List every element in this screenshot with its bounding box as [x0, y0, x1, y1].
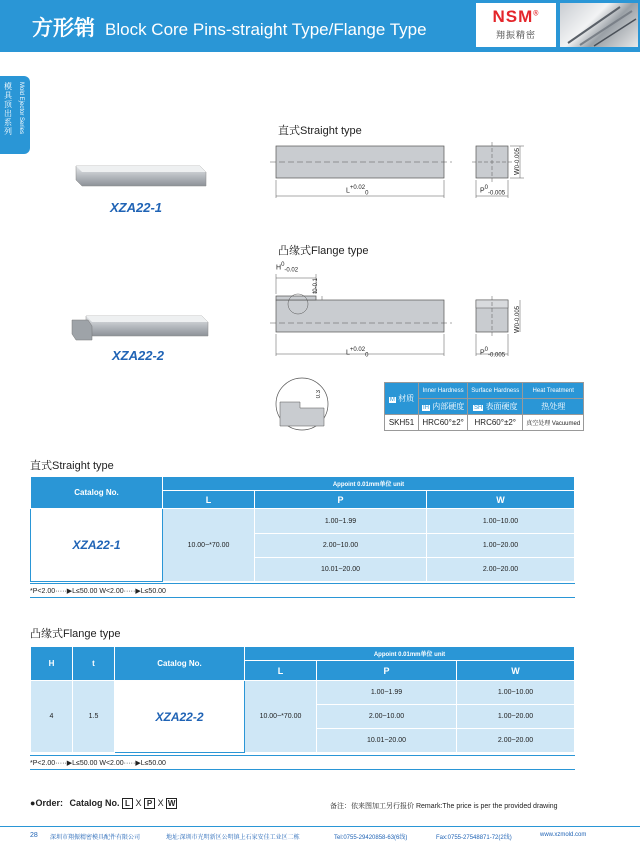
order-remark: 备注：依来图加工另行报价 Remark:The price is per the provided drawing: [330, 803, 558, 810]
h-cell: 4: [31, 681, 73, 753]
table-straight-title: 直式Straight type: [30, 460, 114, 472]
footer-address: 地址:深圳市光明新区公明镇上石家安佳工业区二栋: [166, 835, 300, 841]
col-p-header: P: [317, 661, 457, 681]
table-straight-note: *P<2.00·····▶L≤50.00 W<2.00·····▶L≤50.00: [30, 588, 166, 595]
col-p-header: P: [255, 491, 427, 509]
table-straight-rule-bottom: [30, 597, 575, 598]
p-cell: 2.00~10.00: [255, 534, 427, 558]
order-times-2: X: [157, 798, 164, 808]
t-cell: 1.5: [73, 681, 115, 753]
table-flange-rule: [30, 755, 575, 756]
col-w-header: W: [427, 491, 575, 509]
page-title-en: Block Core Pins-straight Type/Flange Type: [105, 20, 427, 39]
spec-heat-value: 真空处理 Vacuumed: [523, 415, 584, 431]
side-tab-cn: 模具顶出系列: [4, 82, 12, 136]
dim-p-straight: $P^0_{-0.005}$: [480, 185, 506, 197]
p-cell: 1.00~1.99: [255, 509, 427, 534]
col-t-header: t: [73, 647, 115, 681]
col-l-header: L: [245, 661, 317, 681]
order-times-1: X: [135, 798, 142, 808]
unit-header: Appoint 0.01mm单位 unit: [163, 477, 575, 491]
logo-subtitle: 翔振精密: [495, 30, 536, 40]
spec-ih-label: IH 内部硬度: [419, 399, 468, 415]
spec-col-heat: Heat Treatment: [523, 383, 584, 399]
spec-heat-label: 热处理: [523, 399, 584, 415]
catalog-cell: XZA22-1: [31, 509, 163, 582]
catalog-header: Catalog No.: [115, 647, 245, 681]
footer-company: 深圳市翔振精密模具配件有限公司: [50, 835, 141, 841]
dim-p-flange: $P^0_{-0.005}$: [480, 347, 506, 359]
dim-l-straight: $L^{+0.02}_0$: [346, 185, 369, 197]
spec-surface-value: HRC60°±2°: [468, 415, 523, 431]
p-cell: 10.01~20.00: [255, 558, 427, 582]
w-cell: 1.00~20.00: [457, 705, 575, 729]
table-flange-title: 凸缘式Flange type: [30, 628, 121, 640]
table-straight-rule: [30, 583, 575, 584]
footer-tel: Tel:0755-29420858-63(6线): [334, 835, 408, 841]
l-cell: 10.00~*70.00: [163, 509, 255, 582]
order-line: [30, 798, 177, 809]
table-flange: [30, 646, 575, 753]
spec-sh-label: SH 表面硬度: [468, 399, 523, 415]
spec-table: [384, 382, 584, 431]
spec-material-label: M 材质: [385, 383, 419, 415]
w-cell: 1.00~10.00: [457, 681, 575, 705]
table-straight: [30, 476, 575, 582]
spec-col-surface: Surface Hardness: [468, 383, 523, 399]
dim-l-flange: $L^{+0.02}_0$: [346, 347, 369, 359]
page-title: [32, 12, 427, 42]
page-number: 28: [30, 832, 38, 839]
order-box-w: W: [167, 799, 176, 808]
part-photo-xza22-1: [70, 162, 210, 194]
w-cell: 2.00~20.00: [427, 558, 575, 582]
w-cell: 1.00~20.00: [427, 534, 575, 558]
footer-fax: Fax:0755-27548871-72(2线): [436, 835, 512, 841]
part-label-xza22-2: XZA22-2: [112, 348, 165, 363]
catalog-header: Catalog No.: [31, 477, 163, 509]
side-tab-en: Mold Ejector Series: [18, 82, 24, 135]
table-flange-rule-bottom: [30, 769, 575, 770]
brand-logo: [476, 3, 556, 47]
side-category-tab: [0, 76, 30, 154]
logo-text: NSM®: [492, 7, 540, 26]
footer-rule: [0, 826, 640, 827]
order-box-l: L: [122, 798, 133, 809]
header-pins-photo: [560, 3, 638, 47]
spec-col-inner: Inner Hardness: [419, 383, 468, 399]
detail-circle: [272, 374, 332, 434]
dim-h-flange: $H^0_{-0.02}$: [276, 262, 299, 274]
drawing-straight-title: 直式Straight type: [278, 125, 362, 137]
col-h-header: H: [31, 647, 73, 681]
dim-t-flange: t0-0.1: [312, 278, 319, 294]
spec-material-value: SKH51: [385, 415, 419, 431]
col-w-header: W: [457, 661, 575, 681]
dim-w-straight: W0-0.005: [514, 148, 521, 175]
order-box-p: P: [144, 798, 155, 809]
p-cell: 2.00~10.00: [317, 705, 457, 729]
detail-dim: 0.3: [316, 390, 322, 399]
order-label: Order:: [35, 798, 63, 808]
part-photo-xza22-2: [70, 312, 210, 344]
w-cell: 2.00~20.00: [457, 729, 575, 753]
unit-header: Appoint 0.01mm单位 unit: [245, 647, 575, 661]
p-cell: 1.00~1.99: [317, 681, 457, 705]
col-l-header: L: [163, 491, 255, 509]
dim-w-flange: W0-0.005: [514, 306, 521, 333]
page-title-cn: 方形销: [32, 17, 95, 40]
table-flange-note: *P<2.00·····▶L≤50.00 W<2.00·····▶L≤50.00: [30, 760, 166, 767]
pins-photo-graphic: [560, 3, 638, 47]
order-catalog-label: Catalog No.: [69, 798, 120, 808]
catalog-cell: XZA22-2: [115, 681, 245, 753]
w-cell: 1.00~10.00: [427, 509, 575, 534]
part-label-xza22-1: XZA22-1: [110, 200, 163, 215]
l-cell: 10.00~*70.00: [245, 681, 317, 753]
footer-web[interactable]: www.xzmold.com: [540, 832, 587, 838]
spec-inner-value: HRC60°±2°: [419, 415, 468, 431]
p-cell: 10.01~20.00: [317, 729, 457, 753]
order-bullet-icon: ●: [30, 798, 36, 808]
drawing-flange-title: 凸缘式Flange type: [278, 245, 369, 257]
